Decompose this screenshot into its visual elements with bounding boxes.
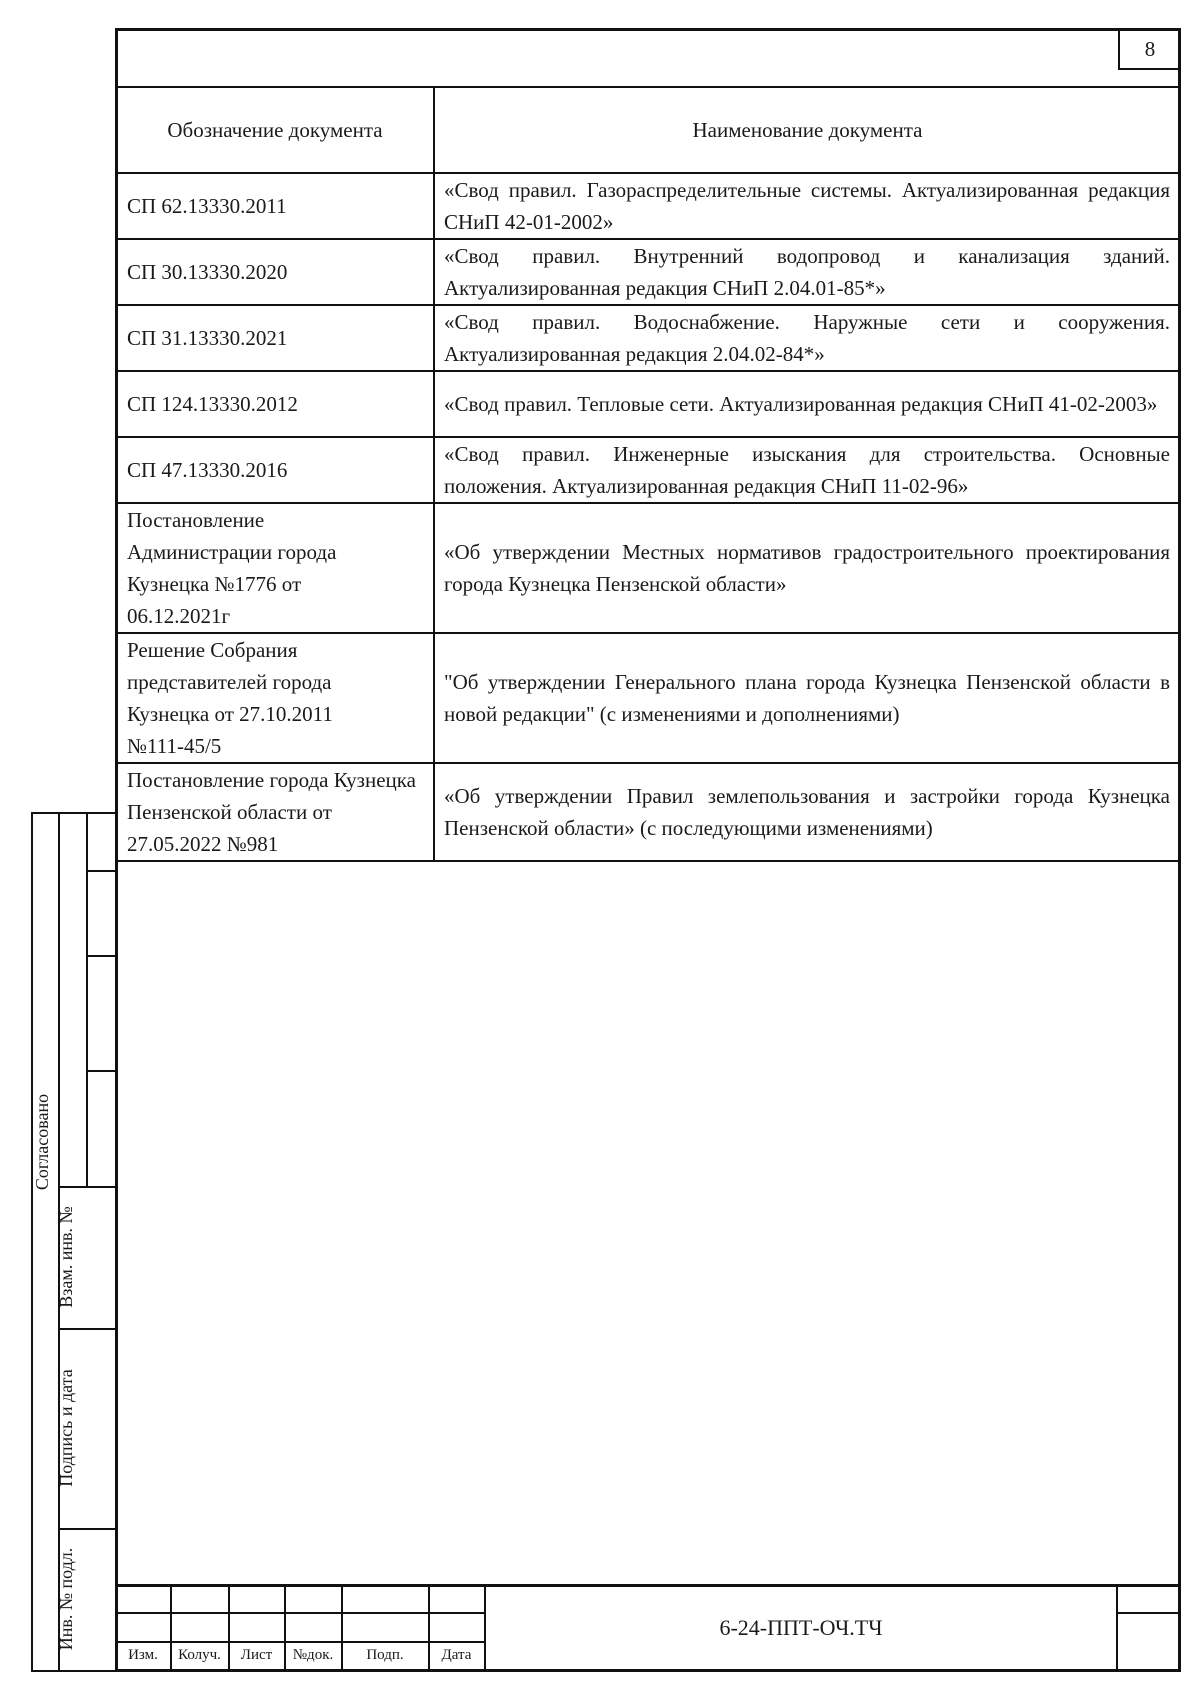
row-2-code: СП 30.13330.2020 xyxy=(127,260,288,284)
table-bottom-line xyxy=(116,860,1180,862)
row-2-name xyxy=(444,240,1170,304)
row-7-code: Решение Собрания представителей города Кузнецка от 27.10.2011 №111-45/5 xyxy=(127,638,333,758)
col-podp: Подп. xyxy=(366,1647,404,1663)
row-4-name xyxy=(444,372,1170,436)
row-3-name xyxy=(444,306,1170,370)
inv-podl-label: Инв. № подл. xyxy=(56,1547,76,1651)
title-row-line xyxy=(116,1612,484,1614)
side-stamp-line xyxy=(86,955,116,957)
row-7-name-text: "Об утверждении Генерального плана города Кузнецка Пензенской области в новой редакции" (с изменениями и дополнениями) xyxy=(444,670,1170,726)
column-divider xyxy=(433,86,435,862)
header-name: Наименование документа xyxy=(692,118,923,142)
row-1-name xyxy=(444,174,1170,238)
signature-date-label: Подпись и дата xyxy=(56,1369,76,1487)
row-6-name-text: «Об утверждении Местных нормативов градостроительного проектирования города Кузнецка Пензенской области» xyxy=(444,540,1170,596)
row-5-name-text: «Свод правил. Инженерные изыскания для строительства. Основные положения. Актуализированная редакция СНиП 11-02-96» xyxy=(444,442,1170,498)
col-koluch: Колуч. xyxy=(178,1647,221,1663)
row-6-name xyxy=(444,504,1170,632)
col-izm: Изм. xyxy=(128,1647,158,1663)
col-list: Лист xyxy=(240,1647,273,1663)
row-3-name-text: «Свод правил. Водоснабжение. Наружные сети и сооружения. Актуализированная редакция 2.04.02-84*» xyxy=(444,310,1170,366)
vzam-inv-label: Взам. инв. № xyxy=(56,1206,76,1308)
row-3-code: СП 31.13330.2021 xyxy=(127,326,288,350)
row-1-name-text: «Свод правил. Газораспределительные системы. Актуализированная редакция СНиП 42-01-2002» xyxy=(444,178,1170,234)
title-sheet-divider xyxy=(1116,1585,1118,1671)
row-4-name-text: «Свод правил. Тепловые сети. Актуализированная редакция СНиП 41-02-2003» xyxy=(444,392,1158,416)
row-8-code: Постановление города Кузнецка Пензенской области от 27.05.2022 №981 xyxy=(127,768,416,856)
col-ndok: №док. xyxy=(292,1647,334,1663)
row-2-name-text: «Свод правил. Внутренний водопровод и канализация зданий. Актуализированная редакция СНиП 2.04.01-85*» xyxy=(444,244,1170,300)
row-1-code: СП 62.13330.2011 xyxy=(127,194,287,218)
title-sheet-line xyxy=(1116,1612,1180,1614)
title-row-line xyxy=(116,1641,484,1643)
row-5-name xyxy=(444,438,1170,502)
row-4-code: СП 124.13330.2012 xyxy=(127,392,298,416)
col-data: Дата xyxy=(441,1647,472,1663)
side-stamp-divider-2 xyxy=(86,812,88,1188)
agreed-label: Согласовано xyxy=(32,1093,52,1191)
side-stamp-line xyxy=(86,870,116,872)
row-8-name xyxy=(444,764,1170,860)
side-stamp-line xyxy=(86,1070,116,1072)
row-6-code: Постановление Администрации города Кузнецка №1776 от 06.12.2021г xyxy=(127,508,337,628)
row-7-name xyxy=(444,634,1170,762)
page-number: 8 xyxy=(1144,36,1156,61)
row-5-code: СП 47.13330.2016 xyxy=(127,458,288,482)
title-block-top xyxy=(116,1584,1180,1587)
header-code: Обозначение документа xyxy=(167,118,383,142)
row-8-name-text: «Об утверждении Правил землепользования и застройки города Кузнецка Пензенской области» (с последующими изменениями) xyxy=(444,784,1170,840)
page-number-bottom xyxy=(1118,68,1180,70)
document-designation: 6-24-ППТ-ОЧ.ТЧ xyxy=(719,1615,883,1640)
